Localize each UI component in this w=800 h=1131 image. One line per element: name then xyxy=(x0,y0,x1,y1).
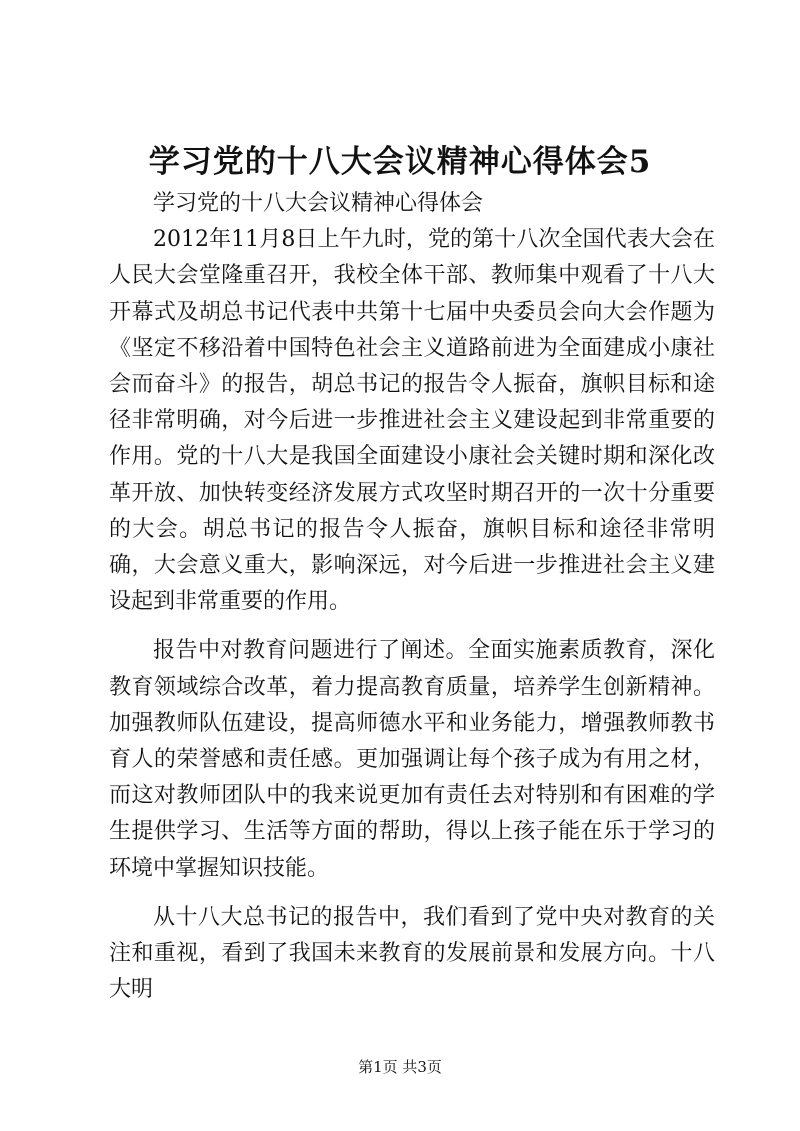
page-number-footer: 第1页 共3页 xyxy=(358,1058,442,1076)
document-subtitle: 学习党的十八大会议精神心得体会 xyxy=(153,191,484,216)
paragraph-3: 从十八大总书记的报告中，我们看到了党中央对教育的关注和重视，看到了我国未来教育的发展前景和发展方向。十八大明 xyxy=(109,904,715,1003)
paragraph-1: 2012年11月8日上午九时，党的第十八次全国代表大会在人民大会堂隆重召开，我校全体干部、教师集中观看了十八大开幕式及胡总书记代表中共第十七届中央委员会向大会作题为《坚定不移沿着中国特色社会主义道路前进为全面建成小康社会而奋斗》的报告，胡总书记的报告令人振奋，旗帜目标和途径非常明确，对今后进一步推进社会主义建设起到非常重要的作用。党的十八大是我国全面建设小康社会关键时期和深化改革开放、加快转变经济发展方式攻坚时期召开的一次十分重要的大会。胡总书记的报告令人振奋，旗帜目标和途径非常明确，大会意义重大，影响深远，对今后进一步推进社会主义建设起到非常重要的作用。 xyxy=(109,227,715,615)
paragraph-2: 报告中对教育问题进行了阐述。全面实施素质教育，深化教育领域综合改革，着力提高教育质量，培养学生创新精神。加强教师队伍建设，提高师德水平和业务能力，增强教师教书育人的荣誉感和责任感。更加强调让每个孩子成为有用之材，而这对教师团队中的我来说更加有责任去对特别和有困难的学生提供学习、生活等方面的帮助，得以上孩子能在乐于学习的环境中掌握知识技能。 xyxy=(109,638,715,881)
document-title: 学习党的十八大会议精神心得体会5 xyxy=(148,144,652,180)
document-body xyxy=(109,186,715,1008)
